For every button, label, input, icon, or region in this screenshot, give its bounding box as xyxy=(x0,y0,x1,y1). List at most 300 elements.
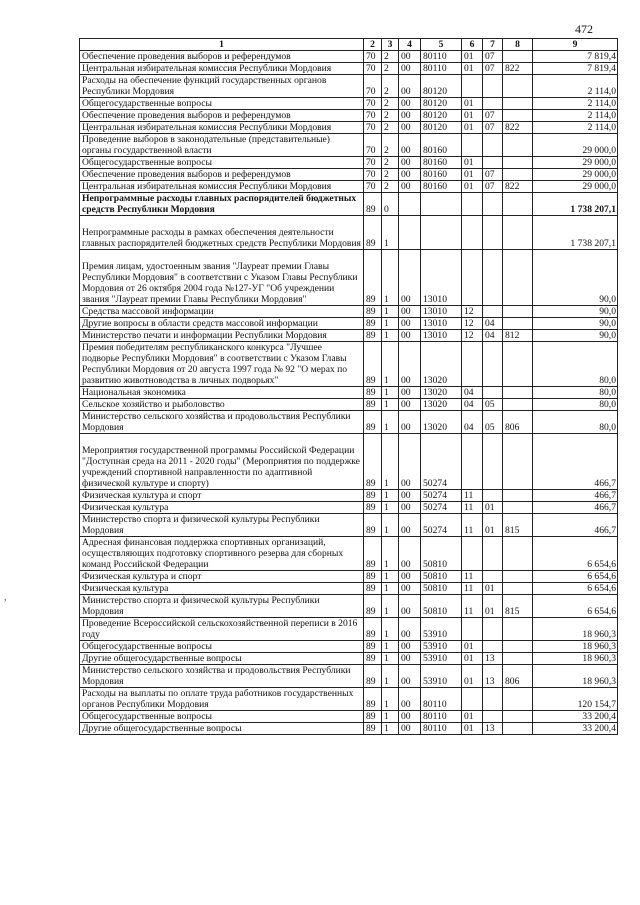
row-code-c4: 00 xyxy=(399,387,421,399)
row-code-c6 xyxy=(462,193,483,216)
row-code-c7 xyxy=(483,618,503,641)
table-row xyxy=(80,193,618,216)
row-code-c7: 01 xyxy=(483,583,503,595)
row-code-c6: 11 xyxy=(462,571,483,583)
row-code-c2: 89 xyxy=(364,653,382,665)
header-cell: 4 xyxy=(399,39,421,51)
row-code-c3: 1 xyxy=(382,665,399,688)
row-code-c6: 01 xyxy=(462,181,483,193)
row-code-c8 xyxy=(503,723,533,735)
row-code-c8 xyxy=(503,216,533,250)
row-code-c3: 1 xyxy=(382,595,399,618)
row-code-c5: 13020 xyxy=(421,387,462,399)
row-code-c7 xyxy=(483,98,503,110)
row-code-c6 xyxy=(462,618,483,641)
row-code-c4: 00 xyxy=(399,537,421,571)
row-name: Общегосударственные вопросы xyxy=(80,641,364,653)
row-name: Расходы на выплаты по оплате труда работников государственных органов Республики Мордовия xyxy=(80,688,364,711)
table-row xyxy=(80,595,618,618)
row-code-c6 xyxy=(462,134,483,157)
row-code-c5: 13020 xyxy=(421,399,462,411)
row-code-c6: 01 xyxy=(462,63,483,75)
row-code-c4: 00 xyxy=(399,583,421,595)
row-code-c8: 822 xyxy=(503,181,533,193)
row-code-c7 xyxy=(483,571,503,583)
row-sum: 120 154,7 xyxy=(533,688,618,711)
row-code-c4: 00 xyxy=(399,723,421,735)
row-code-c3: 2 xyxy=(382,157,399,169)
row-code-c3: 1 xyxy=(382,618,399,641)
row-code-c2: 89 xyxy=(364,193,382,216)
row-name: Премия лицам, удостоенным звания "Лауреат премии Главы Республики Мордовия" в соответствии с Указом Главы Республики Мордовия от 26 октября 2004 года №127-УГ "Об учреждении звания "Лауреат премии Главы Республики Мордовия" xyxy=(80,250,364,306)
row-name: Непрограммные расходы главных распорядителей бюджетных средств Республики Мордовия xyxy=(80,193,364,216)
row-name: Физическая культура и спорт xyxy=(80,571,364,583)
row-code-c4: 00 xyxy=(399,653,421,665)
row-code-c5: 80110 xyxy=(421,51,462,63)
row-code-c8 xyxy=(503,537,533,571)
row-code-c5: 80160 xyxy=(421,181,462,193)
row-sum: 2 114,0 xyxy=(533,110,618,122)
row-code-c2: 89 xyxy=(364,330,382,342)
row-code-c7: 13 xyxy=(483,665,503,688)
row-sum: 466,7 xyxy=(533,434,618,490)
row-code-c2: 89 xyxy=(364,216,382,250)
table-row xyxy=(80,216,618,250)
table-row xyxy=(80,723,618,735)
table-row xyxy=(80,157,618,169)
row-sum: 18 960,3 xyxy=(533,653,618,665)
row-code-c2: 70 xyxy=(364,122,382,134)
row-code-c4: 00 xyxy=(399,342,421,387)
row-sum: 6 654,6 xyxy=(533,571,618,583)
row-code-c7: 05 xyxy=(483,399,503,411)
row-code-c3: 1 xyxy=(382,411,399,434)
budget-table xyxy=(79,38,618,735)
row-code-c7 xyxy=(483,387,503,399)
row-code-c8: 812 xyxy=(503,330,533,342)
row-code-c5: 50810 xyxy=(421,571,462,583)
row-code-c3: 1 xyxy=(382,306,399,318)
row-code-c8 xyxy=(503,193,533,216)
row-code-c2: 89 xyxy=(364,411,382,434)
table-row xyxy=(80,711,618,723)
table-row xyxy=(80,618,618,641)
row-code-c2: 89 xyxy=(364,514,382,537)
row-code-c8: 815 xyxy=(503,514,533,537)
row-code-c4: 00 xyxy=(399,490,421,502)
table-row xyxy=(80,134,618,157)
row-code-c7 xyxy=(483,193,503,216)
row-code-c2: 70 xyxy=(364,51,382,63)
row-sum: 2 114,0 xyxy=(533,75,618,98)
header-cell: 1 xyxy=(80,39,364,51)
table-row xyxy=(80,318,618,330)
row-code-c6 xyxy=(462,434,483,490)
row-code-c4: 00 xyxy=(399,595,421,618)
row-name: Другие общегосударственные вопросы xyxy=(80,723,364,735)
row-sum: 6 654,6 xyxy=(533,595,618,618)
row-code-c8 xyxy=(503,318,533,330)
table-row xyxy=(80,688,618,711)
row-code-c5: 80120 xyxy=(421,110,462,122)
row-code-c2: 70 xyxy=(364,169,382,181)
row-code-c3: 1 xyxy=(382,502,399,514)
row-sum: 18 960,3 xyxy=(533,618,618,641)
row-name: Министерство спорта и физической культуры Республики Мордовия xyxy=(80,595,364,618)
row-name: Физическая культура xyxy=(80,502,364,514)
row-code-c2: 89 xyxy=(364,306,382,318)
row-code-c7: 05 xyxy=(483,411,503,434)
row-code-c2: 89 xyxy=(364,537,382,571)
row-code-c6: 04 xyxy=(462,387,483,399)
row-code-c5: 50274 xyxy=(421,502,462,514)
row-code-c5 xyxy=(421,216,462,250)
row-code-c3: 1 xyxy=(382,216,399,250)
row-code-c2: 70 xyxy=(364,110,382,122)
row-code-c5: 13020 xyxy=(421,342,462,387)
row-code-c3: 2 xyxy=(382,63,399,75)
row-code-c6: 11 xyxy=(462,595,483,618)
row-code-c2: 89 xyxy=(364,711,382,723)
row-code-c7: 13 xyxy=(483,723,503,735)
row-code-c4: 00 xyxy=(399,75,421,98)
row-code-c5: 80160 xyxy=(421,134,462,157)
row-name: Центральная избирательная комиссия Республики Мордовия xyxy=(80,181,364,193)
table-row xyxy=(80,434,618,490)
row-code-c4: 00 xyxy=(399,514,421,537)
scan-artifact: , xyxy=(4,592,7,603)
row-sum: 33 200,4 xyxy=(533,723,618,735)
row-code-c6: 04 xyxy=(462,399,483,411)
row-code-c8: 822 xyxy=(503,63,533,75)
row-name: Адресная финансовая поддержка спортивных организаций, осуществляющих подготовку спортивного резерва для сборных команд Российской Федерации xyxy=(80,537,364,571)
row-code-c2: 89 xyxy=(364,595,382,618)
row-code-c6: 11 xyxy=(462,490,483,502)
row-name: Министерство сельского хозяйства и продовольствия Республики Мордовия xyxy=(80,665,364,688)
row-code-c7 xyxy=(483,157,503,169)
row-code-c7: 13 xyxy=(483,653,503,665)
row-code-c4: 00 xyxy=(399,618,421,641)
row-code-c2: 89 xyxy=(364,250,382,306)
row-code-c8 xyxy=(503,711,533,723)
row-code-c3: 1 xyxy=(382,571,399,583)
row-code-c7: 07 xyxy=(483,110,503,122)
table-row xyxy=(80,51,618,63)
row-code-c4: 00 xyxy=(399,181,421,193)
row-code-c7: 07 xyxy=(483,181,503,193)
table-row xyxy=(80,583,618,595)
table-row xyxy=(80,342,618,387)
page-number: 472 xyxy=(575,22,593,36)
row-code-c8 xyxy=(503,618,533,641)
row-code-c4: 00 xyxy=(399,110,421,122)
row-code-c3: 1 xyxy=(382,318,399,330)
row-code-c5: 80160 xyxy=(421,157,462,169)
row-code-c6: 11 xyxy=(462,514,483,537)
row-code-c6 xyxy=(462,250,483,306)
row-code-c8 xyxy=(503,571,533,583)
row-code-c6: 01 xyxy=(462,169,483,181)
row-code-c7 xyxy=(483,641,503,653)
row-sum: 6 654,6 xyxy=(533,583,618,595)
row-code-c2: 89 xyxy=(364,688,382,711)
row-name: Министерство сельского хозяйства и продовольствия Республики Мордовия xyxy=(80,411,364,434)
row-code-c3: 1 xyxy=(382,653,399,665)
row-code-c5: 80120 xyxy=(421,122,462,134)
row-sum: 80,0 xyxy=(533,399,618,411)
row-code-c3: 0 xyxy=(382,193,399,216)
row-code-c4: 00 xyxy=(399,711,421,723)
row-code-c8 xyxy=(503,399,533,411)
row-code-c2: 70 xyxy=(364,75,382,98)
row-name: Центральная избирательная комиссия Республики Мордовия xyxy=(80,63,364,75)
row-name: Центральная избирательная комиссия Республики Мордовия xyxy=(80,122,364,134)
row-code-c2: 70 xyxy=(364,181,382,193)
row-sum: 1 738 207,1 xyxy=(533,193,618,216)
row-code-c5 xyxy=(421,193,462,216)
table-row xyxy=(80,571,618,583)
row-code-c6: 12 xyxy=(462,318,483,330)
row-name: Другие вопросы в области средств массовой информации xyxy=(80,318,364,330)
row-code-c2: 89 xyxy=(364,434,382,490)
row-code-c8: 806 xyxy=(503,665,533,688)
row-code-c6 xyxy=(462,216,483,250)
row-code-c7 xyxy=(483,537,503,571)
row-code-c5: 50810 xyxy=(421,583,462,595)
row-code-c8 xyxy=(503,169,533,181)
row-code-c5: 13010 xyxy=(421,318,462,330)
row-code-c2: 70 xyxy=(364,98,382,110)
row-code-c7: 07 xyxy=(483,122,503,134)
row-code-c6 xyxy=(462,75,483,98)
row-code-c3: 1 xyxy=(382,723,399,735)
row-code-c5: 13020 xyxy=(421,411,462,434)
row-code-c8 xyxy=(503,387,533,399)
row-name: Расходы на обеспечение функций государственных органов Республики Мордовия xyxy=(80,75,364,98)
row-code-c8 xyxy=(503,502,533,514)
table-row xyxy=(80,306,618,318)
row-sum: 80,0 xyxy=(533,411,618,434)
row-code-c5: 53910 xyxy=(421,665,462,688)
table-row xyxy=(80,514,618,537)
row-code-c5: 80110 xyxy=(421,688,462,711)
row-code-c2: 89 xyxy=(364,502,382,514)
row-code-c7: 07 xyxy=(483,63,503,75)
row-code-c6: 01 xyxy=(462,641,483,653)
row-sum: 2 114,0 xyxy=(533,122,618,134)
row-code-c6: 01 xyxy=(462,122,483,134)
table-row xyxy=(80,330,618,342)
row-name: Министерство печати и информации Республики Мордовия xyxy=(80,330,364,342)
row-name: Физическая культура и спорт xyxy=(80,490,364,502)
row-code-c3: 1 xyxy=(382,434,399,490)
row-code-c4: 00 xyxy=(399,665,421,688)
row-code-c6: 01 xyxy=(462,98,483,110)
row-code-c7: 01 xyxy=(483,502,503,514)
row-code-c8: 822 xyxy=(503,122,533,134)
row-sum: 1 738 207,1 xyxy=(533,216,618,250)
row-code-c6: 12 xyxy=(462,330,483,342)
row-sum: 2 114,0 xyxy=(533,98,618,110)
row-name: Проведение Всероссийской сельскохозяйственной переписи в 2016 году xyxy=(80,618,364,641)
row-sum: 466,7 xyxy=(533,514,618,537)
row-name: Другие общегосударственные вопросы xyxy=(80,653,364,665)
row-name: Обеспечение проведения выборов и референдумов xyxy=(80,169,364,181)
row-name: Министерство спорта и физической культуры Республики Мордовия xyxy=(80,514,364,537)
row-code-c4: 00 xyxy=(399,134,421,157)
row-sum: 90,0 xyxy=(533,318,618,330)
row-code-c2: 70 xyxy=(364,134,382,157)
row-code-c3: 1 xyxy=(382,641,399,653)
row-code-c2: 89 xyxy=(364,490,382,502)
row-code-c3: 1 xyxy=(382,490,399,502)
row-code-c4: 00 xyxy=(399,330,421,342)
row-code-c8 xyxy=(503,641,533,653)
row-name: Проведение выборов в законодательные (представительные) органы государственной власти xyxy=(80,134,364,157)
row-code-c7 xyxy=(483,75,503,98)
row-code-c3: 2 xyxy=(382,181,399,193)
row-code-c3: 2 xyxy=(382,75,399,98)
row-code-c6 xyxy=(462,537,483,571)
row-code-c3: 1 xyxy=(382,399,399,411)
row-code-c2: 89 xyxy=(364,318,382,330)
row-code-c2: 89 xyxy=(364,723,382,735)
row-code-c2: 70 xyxy=(364,63,382,75)
table-row xyxy=(80,387,618,399)
row-code-c7 xyxy=(483,342,503,387)
row-code-c3: 2 xyxy=(382,51,399,63)
row-code-c7 xyxy=(483,434,503,490)
row-code-c3: 1 xyxy=(382,537,399,571)
row-code-c3: 2 xyxy=(382,169,399,181)
row-sum: 90,0 xyxy=(533,250,618,306)
table-row xyxy=(80,411,618,434)
row-sum: 29 000,0 xyxy=(533,134,618,157)
table-row xyxy=(80,537,618,571)
row-code-c5: 13010 xyxy=(421,306,462,318)
row-code-c4: 00 xyxy=(399,51,421,63)
row-code-c3: 1 xyxy=(382,387,399,399)
table-row xyxy=(80,169,618,181)
row-code-c2: 89 xyxy=(364,641,382,653)
row-sum: 80,0 xyxy=(533,387,618,399)
row-code-c4: 00 xyxy=(399,411,421,434)
header-cell: 3 xyxy=(382,39,399,51)
row-name: Общегосударственные вопросы xyxy=(80,98,364,110)
row-sum: 18 960,3 xyxy=(533,641,618,653)
row-code-c8 xyxy=(503,250,533,306)
row-code-c5: 53910 xyxy=(421,641,462,653)
row-code-c4: 00 xyxy=(399,250,421,306)
row-code-c7 xyxy=(483,688,503,711)
row-code-c2: 89 xyxy=(364,583,382,595)
row-code-c2: 89 xyxy=(364,342,382,387)
row-code-c7: 04 xyxy=(483,318,503,330)
row-sum: 466,7 xyxy=(533,490,618,502)
row-code-c2: 89 xyxy=(364,571,382,583)
row-code-c4: 00 xyxy=(399,434,421,490)
row-code-c5: 13010 xyxy=(421,250,462,306)
row-code-c7: 04 xyxy=(483,330,503,342)
row-code-c6: 01 xyxy=(462,51,483,63)
header-cell: 6 xyxy=(462,39,483,51)
row-code-c3: 1 xyxy=(382,342,399,387)
row-name: Средства массовой информации xyxy=(80,306,364,318)
row-name: Национальная экономика xyxy=(80,387,364,399)
row-code-c5: 80120 xyxy=(421,75,462,98)
row-code-c8 xyxy=(503,434,533,490)
row-code-c8 xyxy=(503,134,533,157)
row-code-c8 xyxy=(503,51,533,63)
row-code-c7 xyxy=(483,711,503,723)
row-sum: 29 000,0 xyxy=(533,157,618,169)
row-code-c8 xyxy=(503,342,533,387)
table-row xyxy=(80,665,618,688)
row-code-c4: 00 xyxy=(399,157,421,169)
table-row xyxy=(80,75,618,98)
row-code-c4: 00 xyxy=(399,688,421,711)
row-code-c3: 1 xyxy=(382,711,399,723)
row-code-c2: 89 xyxy=(364,665,382,688)
row-name: Общегосударственные вопросы xyxy=(80,711,364,723)
table-row xyxy=(80,122,618,134)
row-name: Обеспечение проведения выборов и референдумов xyxy=(80,110,364,122)
row-code-c6 xyxy=(462,688,483,711)
row-code-c5: 53910 xyxy=(421,618,462,641)
row-code-c2: 89 xyxy=(364,399,382,411)
row-sum: 466,7 xyxy=(533,502,618,514)
row-sum: 7 819,4 xyxy=(533,63,618,75)
row-code-c6: 04 xyxy=(462,411,483,434)
row-code-c8 xyxy=(503,98,533,110)
row-code-c5: 80110 xyxy=(421,723,462,735)
row-code-c5: 80110 xyxy=(421,711,462,723)
row-code-c7 xyxy=(483,216,503,250)
row-code-c3: 2 xyxy=(382,110,399,122)
row-code-c3: 1 xyxy=(382,330,399,342)
table-row xyxy=(80,399,618,411)
row-code-c8 xyxy=(503,583,533,595)
row-code-c8 xyxy=(503,110,533,122)
row-sum: 29 000,0 xyxy=(533,169,618,181)
table-row xyxy=(80,250,618,306)
table-row xyxy=(80,653,618,665)
row-code-c6: 01 xyxy=(462,110,483,122)
row-code-c3: 1 xyxy=(382,583,399,595)
row-code-c7 xyxy=(483,250,503,306)
row-code-c4: 00 xyxy=(399,399,421,411)
row-code-c5: 13010 xyxy=(421,330,462,342)
header-row xyxy=(80,39,618,51)
header-cell: 9 xyxy=(533,39,618,51)
row-code-c4: 00 xyxy=(399,502,421,514)
row-code-c6: 01 xyxy=(462,711,483,723)
row-name: Сельское хозяйство и рыболовство xyxy=(80,399,364,411)
row-code-c6: 01 xyxy=(462,665,483,688)
row-code-c3: 2 xyxy=(382,134,399,157)
table-row xyxy=(80,502,618,514)
row-sum: 90,0 xyxy=(533,306,618,318)
table-row xyxy=(80,63,618,75)
row-code-c7: 01 xyxy=(483,514,503,537)
row-sum: 7 819,4 xyxy=(533,51,618,63)
row-code-c7 xyxy=(483,490,503,502)
row-code-c2: 89 xyxy=(364,618,382,641)
row-code-c4: 00 xyxy=(399,571,421,583)
row-code-c4: 00 xyxy=(399,169,421,181)
row-code-c6: 01 xyxy=(462,723,483,735)
header-cell: 5 xyxy=(421,39,462,51)
